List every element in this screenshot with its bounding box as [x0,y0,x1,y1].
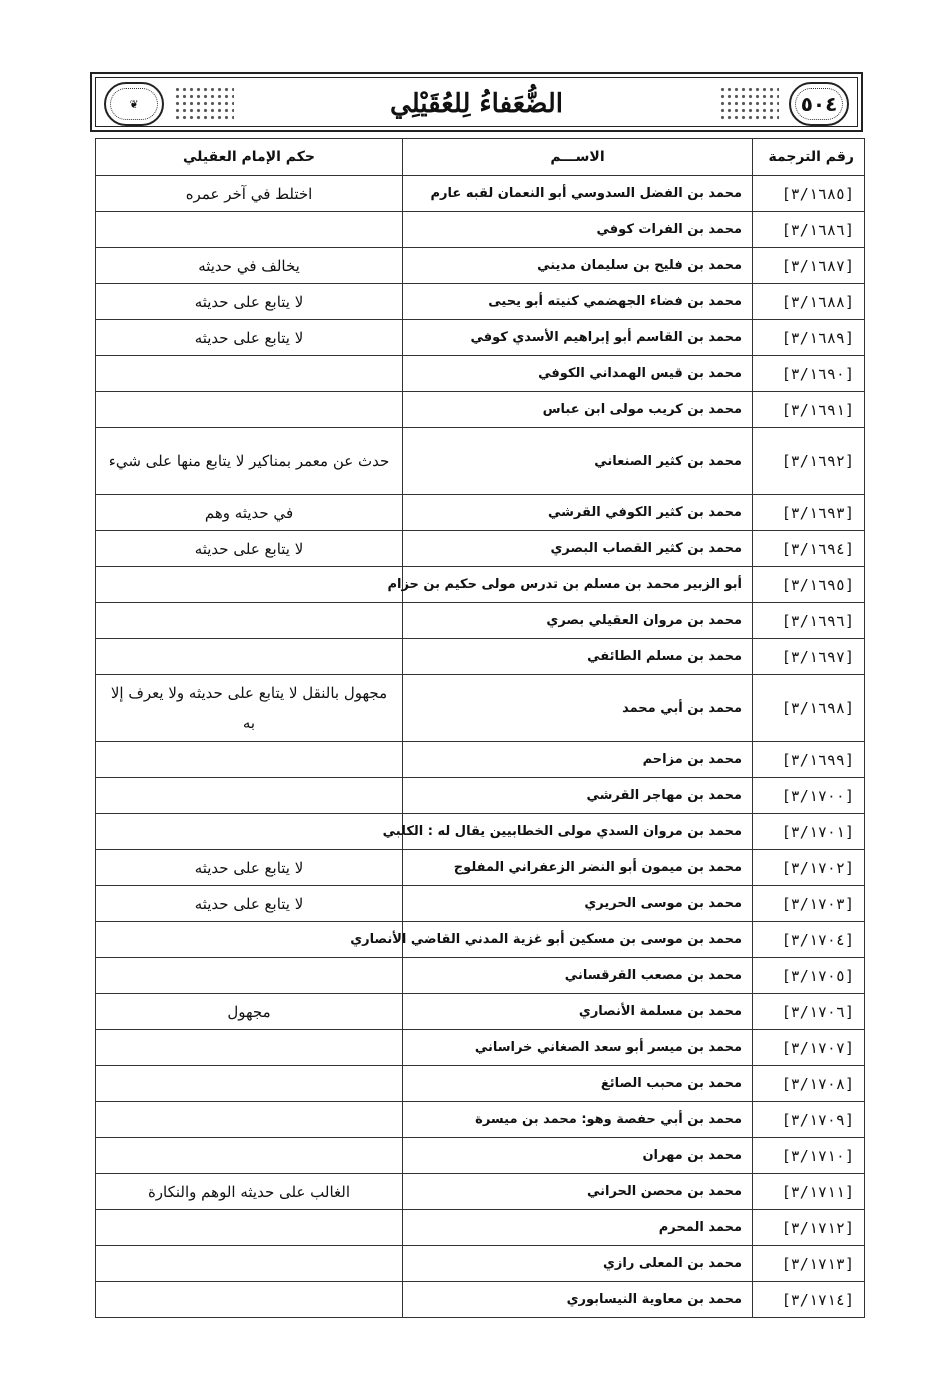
verdict-text: لا يتابع على حديثه [96,284,403,320]
table-row [96,922,865,958]
entry-number: [٣/١٦٩٣] [753,495,865,531]
verdict-text [96,1210,403,1246]
book-logo: ❦ [129,97,139,111]
verdict-text [96,639,403,675]
narrator-name: محمد بن فضاء الجهضمي كنيته أبو يحيى [403,284,753,320]
entry-number: [٣/١٧١٤] [753,1282,865,1318]
narrator-name: محمد بن كثير القصاب البصري [403,531,753,567]
entry-number: [٣/١٦٩٧] [753,639,865,675]
narrator-name: محمد بن محصن الحراني [403,1174,753,1210]
verdict-text: الغالب على حديثه الوهم والنكارة [96,1174,403,1210]
narrator-name: محمد بن أبي حفصة وهو: محمد بن ميسرة [403,1102,753,1138]
verdict-text: لا يتابع على حديثه [96,886,403,922]
page-number: ٥٠٤ [800,92,838,116]
narrator-name: محمد بن الفرات كوفي [403,212,753,248]
narrator-name: محمد المحرم [403,1210,753,1246]
verdict-text: يخالف في حديثه [96,248,403,284]
verdict-text [96,778,403,814]
entry-number: [٣/١٧٠٨] [753,1066,865,1102]
table-row [96,1246,865,1282]
entry-number: [٣/١٧٠٣] [753,886,865,922]
table-row [96,567,865,603]
table-row [96,284,865,320]
table-row [96,778,865,814]
verdict-text [96,958,403,994]
table-row [96,392,865,428]
verdict-text [96,1030,403,1066]
page-number-ornament [789,82,849,126]
entry-number: [٣/١٧٠٩] [753,1102,865,1138]
entry-number: [٣/١٦٨٦] [753,212,865,248]
narrator-name: محمد بن مروان السدي مولى الخطابيين يقال له : الكلبي [403,814,753,850]
verdict-text [96,212,403,248]
entry-number: [٣/١٦٩٠] [753,356,865,392]
entry-number: [٣/١٦٩١] [753,392,865,428]
narrator-name: محمد بن موسى الحريري [403,886,753,922]
entry-number: [٣/١٧١٣] [753,1246,865,1282]
narrator-name: محمد بن المعلى رازي [403,1246,753,1282]
verdict-text [96,1066,403,1102]
table-row [96,1030,865,1066]
entry-number: [٣/١٦٩٨] [753,675,865,742]
table-row [96,1102,865,1138]
narrator-name: محمد بن قيس الهمداني الكوفي [403,356,753,392]
table-row [96,1174,865,1210]
verdict-text [96,1246,403,1282]
table-row [96,248,865,284]
entry-number: [٣/١٦٩٥] [753,567,865,603]
table-row [96,742,865,778]
verdict-text [96,392,403,428]
entry-number: [٣/١٧٠٠] [753,778,865,814]
table-row [96,320,865,356]
entry-number: [٣/١٦٩٢] [753,428,865,495]
verdict-text: لا يتابع على حديثه [96,320,403,356]
entry-number: [٣/١٧٠٦] [753,994,865,1030]
table-row [96,639,865,675]
narrator-name: محمد بن مهران [403,1138,753,1174]
verdict-text: اختلط في آخر عمره [96,176,403,212]
narrator-name: محمد بن فليح بن سليمان مديني [403,248,753,284]
table-row [96,886,865,922]
table-row [96,531,865,567]
entry-number: [٣/١٧٠٧] [753,1030,865,1066]
entry-number: [٣/١٦٨٨] [753,284,865,320]
table-row [96,356,865,392]
table-header-row [96,139,865,176]
table-body [96,176,865,1318]
narrator-name: محمد بن أبي محمد [403,675,753,742]
narrator-name: محمد بن كثير الكوفي القرشي [403,495,753,531]
entry-number: [٣/١٧٠٢] [753,850,865,886]
narrator-name: محمد بن الفضل السدوسي أبو النعمان لقبه عارم [403,176,753,212]
entry-number: [٣/١٧١٠] [753,1138,865,1174]
narrator-name: محمد بن مسلمة الأنصاري [403,994,753,1030]
verdict-text: في حديثه وهم [96,495,403,531]
entry-number: [٣/١٦٨٧] [753,248,865,284]
entry-number: [٣/١٦٨٩] [753,320,865,356]
table-row [96,850,865,886]
entry-number: [٣/١٦٨٥] [753,176,865,212]
book-logo-ornament [104,82,164,126]
entry-number: [٣/١٧١١] [753,1174,865,1210]
entry-number: [٣/١٧٠٥] [753,958,865,994]
verdict-text [96,567,403,603]
verdict-text [96,603,403,639]
narrator-name: أبو الزبير محمد بن مسلم بن تدرس مولى حكيم بن حزام [403,567,753,603]
table-row [96,1210,865,1246]
narrator-name: محمد بن مروان العقيلي بصري [403,603,753,639]
table-row [96,176,865,212]
entry-number: [٣/١٦٩٤] [753,531,865,567]
narrator-name: محمد بن مهاجر القرشي [403,778,753,814]
verdict-text: لا يتابع على حديثه [96,531,403,567]
narrator-name: محمد بن كريب مولى ابن عباس [403,392,753,428]
narrator-name: محمد بن مصعب القرقساني [403,958,753,994]
entry-number: [٣/١٧١٢] [753,1210,865,1246]
table-row [96,603,865,639]
table-row [96,958,865,994]
entry-number: [٣/١٧٠٤] [753,922,865,958]
table-row [96,814,865,850]
entry-number: [٣/١٧٠١] [753,814,865,850]
narrator-name: محمد بن القاسم أبو إبراهيم الأسدي كوفي [403,320,753,356]
entry-number: [٣/١٦٩٩] [753,742,865,778]
narrator-name: محمد بن معاوية النيسابوري [403,1282,753,1318]
page-header [90,72,863,132]
verdict-text [96,356,403,392]
table-row [96,675,865,742]
verdict-text [96,742,403,778]
verdict-text [96,1282,403,1318]
header-frame [95,77,858,127]
narrator-name: محمد بن كثير الصنعاني [403,428,753,495]
table-row [96,428,865,495]
book-title: الضُّعَفاءُ لِلعُقَيْلِي [390,89,563,119]
table-row [96,994,865,1030]
column-header-name: الاســـم [403,139,753,176]
verdict-text: مجهول بالنقل لا يتابع على حديثه ولا يعرف إلا به [96,675,403,742]
narrators-table [95,138,865,1318]
narrator-name: محمد بن ميمون أبو النضر الزعفراني المفلوج [403,850,753,886]
narrator-name: محمد بن مسلم الطائفي [403,639,753,675]
table-row [96,1066,865,1102]
verdict-text: لا يتابع على حديثه [96,850,403,886]
verdict-text [96,1138,403,1174]
narrator-name: محمد بن محبب الصائغ [403,1066,753,1102]
verdict-text: مجهول [96,994,403,1030]
verdict-text [96,814,403,850]
decorative-chain-left [174,86,234,122]
table-row [96,1282,865,1318]
column-header-verdict: حكم الإمام العقيلي [96,139,403,176]
table-row [96,1138,865,1174]
verdict-text [96,1102,403,1138]
decorative-chain-right [719,86,779,122]
table-row [96,212,865,248]
column-header-number: رقم الترجمة [753,139,865,176]
narrator-name: محمد بن ميسر أبو سعد الصغاني خراساني [403,1030,753,1066]
narrator-name: محمد بن موسى بن مسكين أبو غزية المدني القاضي الأنصاري [403,922,753,958]
narrator-name: محمد بن مزاحم [403,742,753,778]
table-row [96,495,865,531]
verdict-text: حدث عن معمر بمناكير لا يتابع منها على شيء [96,428,403,495]
entry-number: [٣/١٦٩٦] [753,603,865,639]
